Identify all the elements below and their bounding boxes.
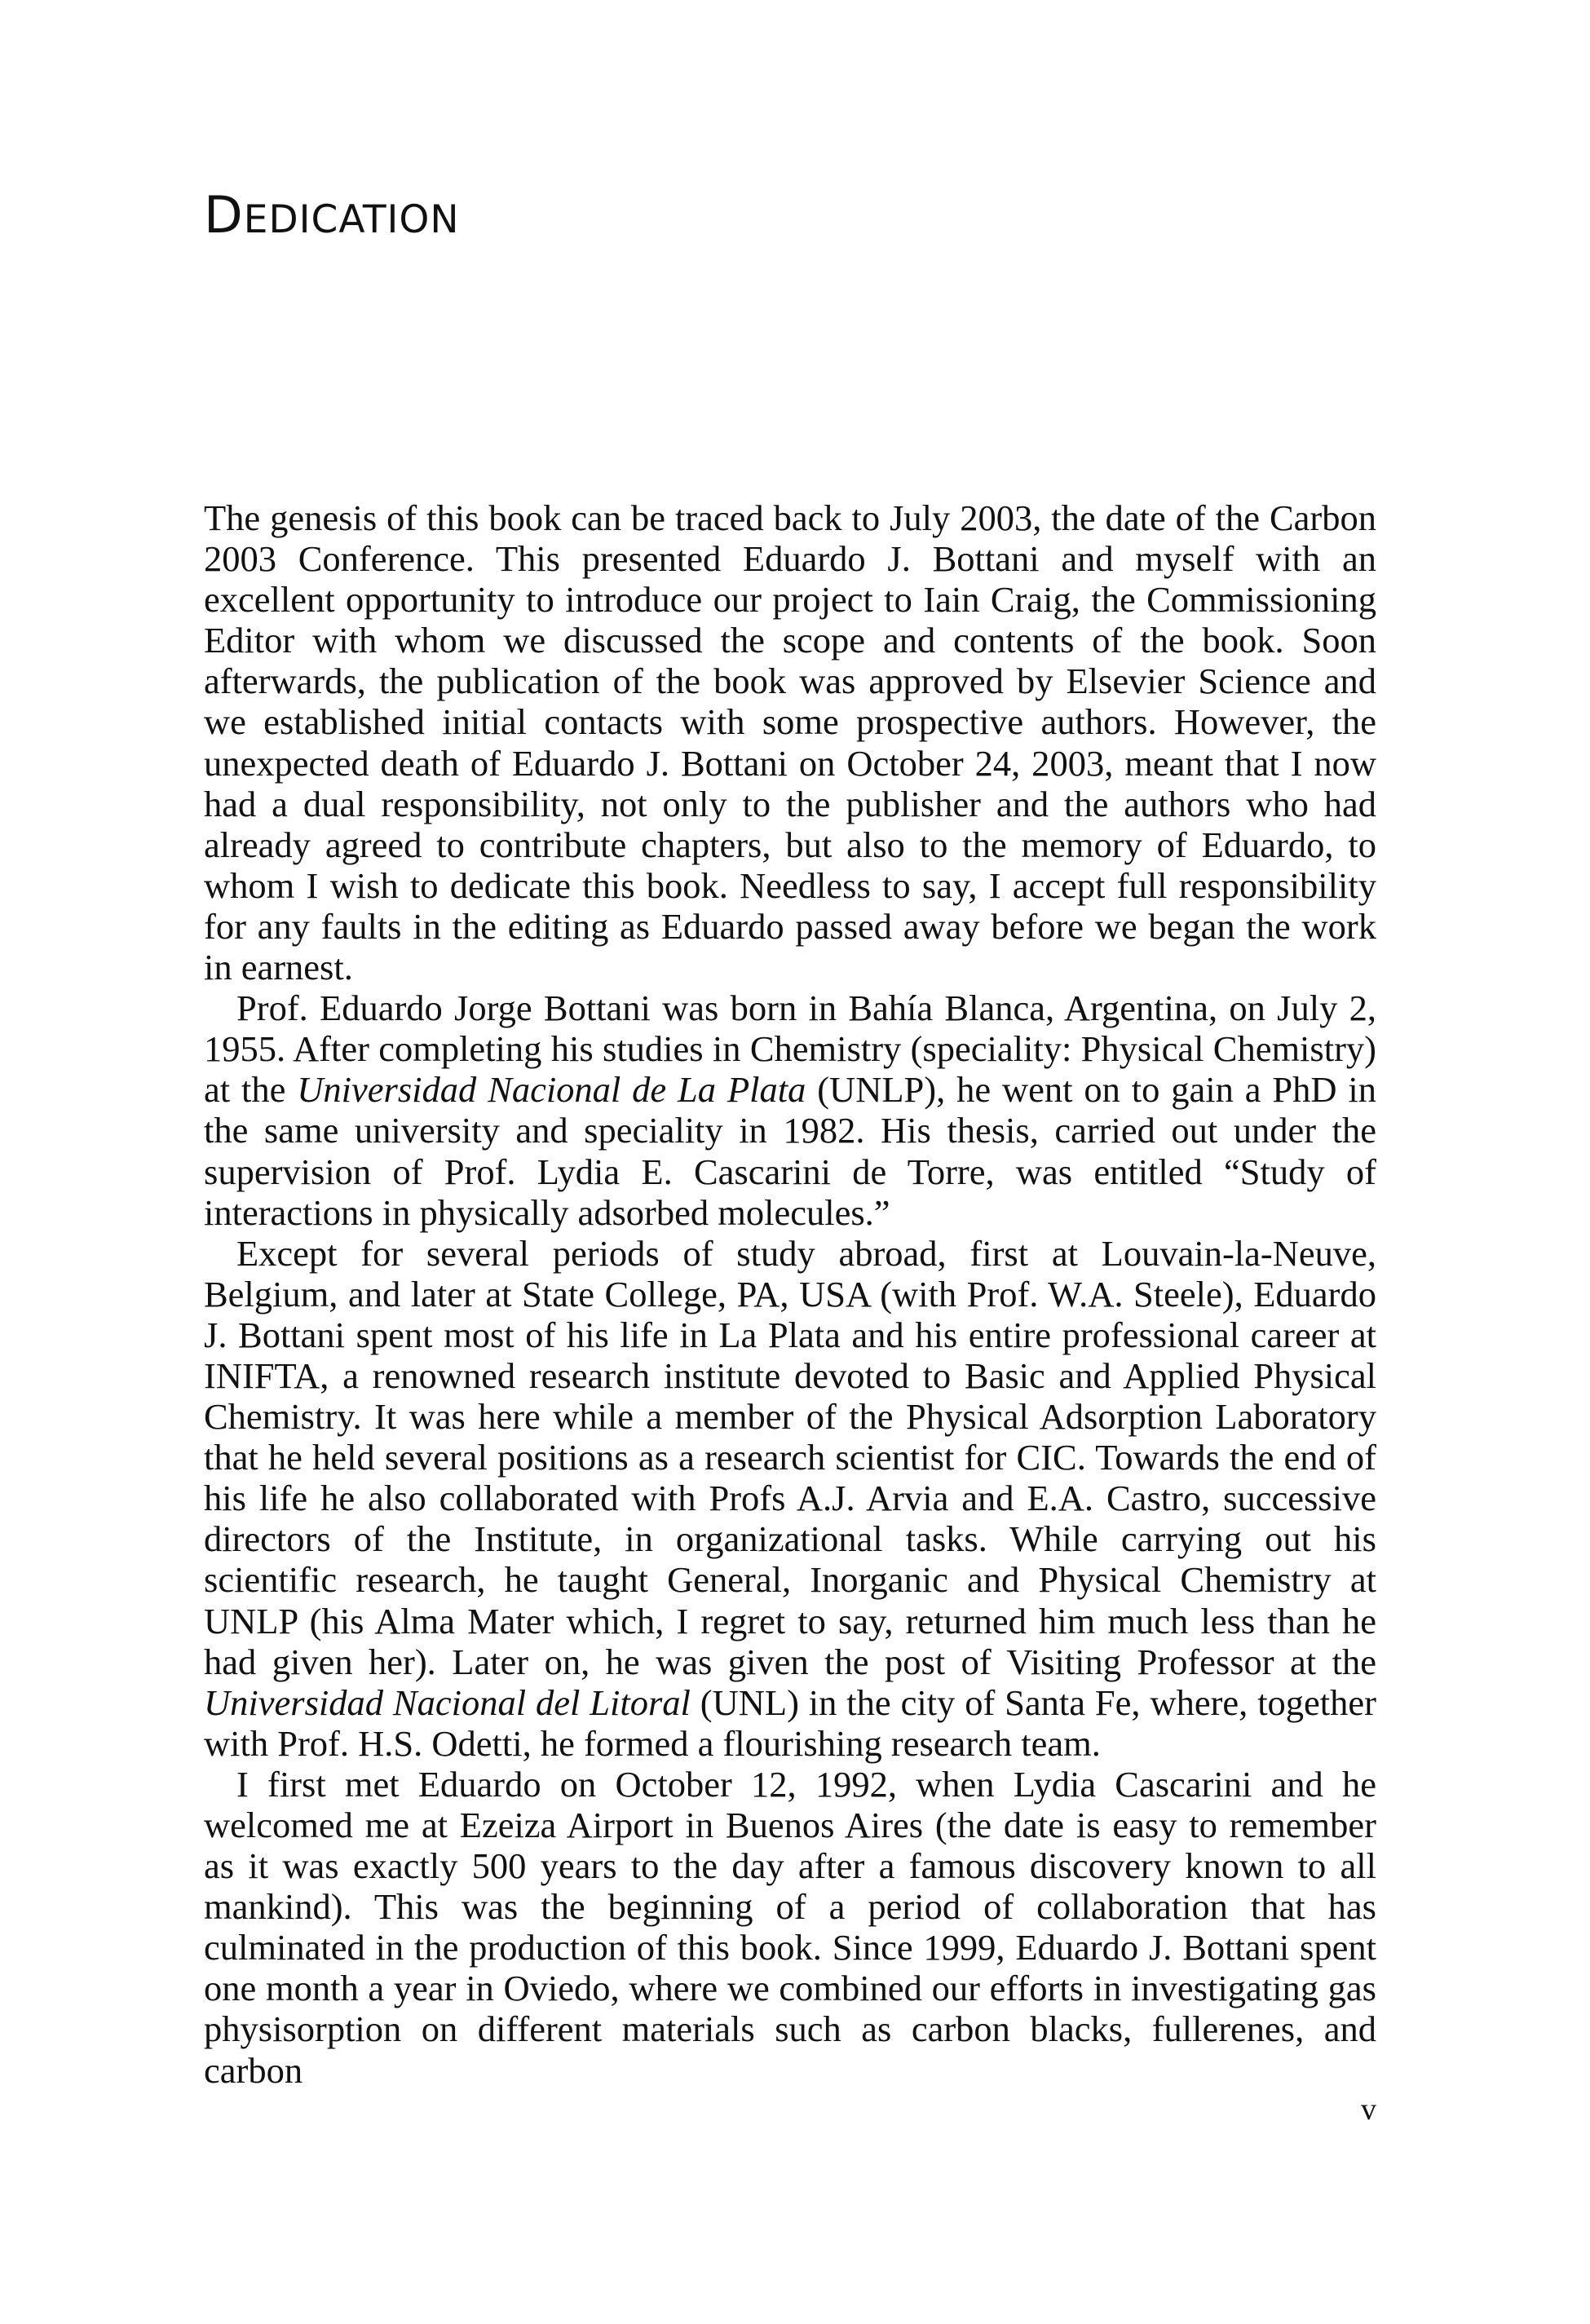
paragraph-3 xyxy=(204,1233,1376,1764)
paragraph-3-part-2: (UNL) in the city of Santa Fe, where, together with Prof. H.S. Odetti, he formed a flourishing research team. xyxy=(204,1681,1376,1764)
page-number: v xyxy=(1361,2092,1376,2127)
paragraph-2 xyxy=(204,987,1376,1233)
paragraph-2-part-1: Prof. Eduardo Jorge Bottani was born in Bahía Blanca, Argentina, on July 2, 1955. After completing his studies in Chemistry (speciality: Physical Chemistry) at the xyxy=(204,987,1376,1111)
paragraph-4: I first met Eduardo on October 12, 1992, when Lydia Cascarini and he welcomed me at Ezeiza Airport in Buenos Aires (the date is easy to remember as it was exactly 500 years to the day after a famous discovery known to all mankind). This was the beginning of a period of collaboration that has culminated in the production of this book. Since 1999, Eduardo J. Bottani spent one month a year in Oviedo, where we combined our efforts in investigating gas physisorption on different materials such as carbon blacks, fullerenes, and carbon xyxy=(204,1763,1376,2091)
heading-small-caps: EDICATION xyxy=(243,197,460,242)
university-name-unlp: Universidad Nacional de La Plata xyxy=(297,1069,806,1111)
chapter-heading xyxy=(204,186,460,250)
paragraph-2-part-2: (UNLP), he went on to gain a PhD in the same university and speciality in 1982. His thesis, carried out under the supervision of Prof. Lydia E. Cascarini de Torre, was entitled “Study of interactions in physically adsorbed molecules.” xyxy=(204,1069,1376,1233)
university-name-unl: Universidad Nacional del Litoral xyxy=(204,1681,691,1723)
paragraph-1: The genesis of this book can be traced back to July 2003, the date of the Carbon 2003 Conference. This presented Eduardo J. Bottani and myself with an excellent opportunity to introduce our project to Iain Craig, the Commissioning Editor with whom we discussed the scope and contents of the book. Soon afterwards, the publication of the book was approved by Elsevier Science and we established initial contacts with some prospective authors. However, the unexpected death of Eduardo J. Bottani on October 24, 2003, meant that I now had a dual responsibility, not only to the publisher and the authors who had already agreed to contribute chapters, but also to the memory of Eduardo, to whom I wish to dedicate this book. Needless to say, I accept full responsibility for any faults in the editing as Eduardo passed away before we began the work in earnest. xyxy=(204,497,1376,988)
paragraph-3-part-1: Except for several periods of study abroad, first at Louvain-la-Neuve, Belgium, and later at State College, PA, USA (with Prof. W.A. Steele), Eduardo J. Bottani spent most of his life in La Plata and his entire professional career at INIFTA, a renowned research institute devoted to Basic and Applied Physical Chemistry. It was here while a member of the Physical Adsorption Laboratory that he held several positions as a research scientist for CIC. Towards the end of his life he also collaborated with Profs A.J. Arvia and E.A. Castro, successive directors of the Institute, in organizational tasks. While carrying out his scientific research, he taught General, Inorganic and Physical Chemistry at UNLP (his Alma Mater which, I regret to say, returned him much less than he had given her). Later on, he was given the post of Visiting Professor at the xyxy=(204,1232,1376,1682)
heading-initial: D xyxy=(204,185,244,245)
dedication-body xyxy=(204,497,1376,2091)
